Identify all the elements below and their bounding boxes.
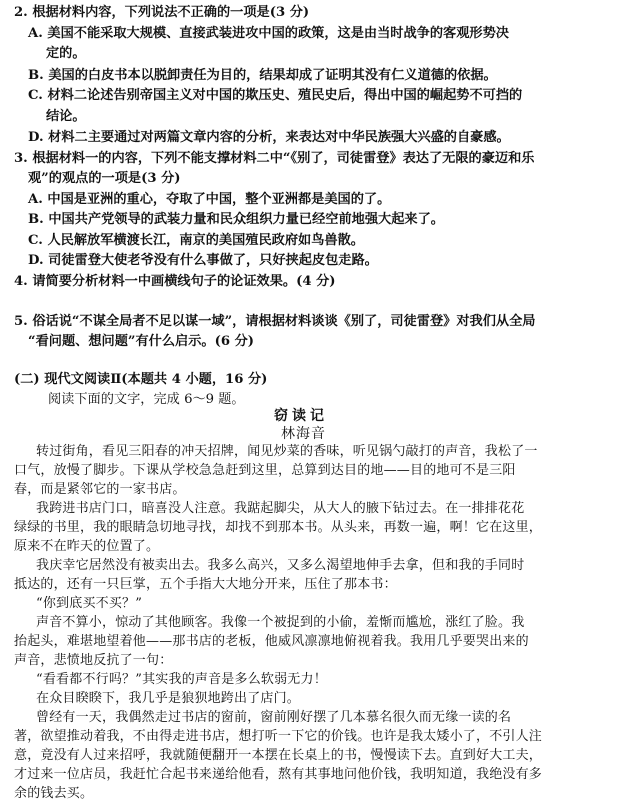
passage-line: “看看都不行吗？”其实我的声音是多么软弱无力！: [36, 672, 327, 687]
passage-line: 我跨进书店门口，暗喜没人注意。我踮起脚尖，从大人的腋下钻过去。在一排排花花: [36, 501, 525, 516]
passage-line: 抬起头，难堪地望着他——那书店的老板，他威风凛凛地俯视着我。我用几乎要哭出来的: [14, 634, 529, 649]
passage-line: 余的钱去买。: [14, 786, 94, 801]
question-2-option-a-cont: 定的。: [46, 46, 86, 61]
passage-line: 声音，悲愤地反抗了一句：: [14, 653, 173, 668]
question-2-stem: 2. 根据材料内容，下列说法不正确的一项是(3 分): [14, 5, 310, 20]
passage-line: 绿绿的书里，我的眼睛急切地寻找，却找不到那本书。从头来，再数一遍，啊！它在这里，: [14, 520, 543, 535]
question-4: 4. 请简要分析材料一中画横线句子的论证效果。(4 分): [14, 274, 336, 289]
passage-title: 窃读记: [274, 408, 328, 424]
passage-line: 转过街角，看见三阳春的冲天招牌，闻见炒菜的香味，听见锅勺敲打的声音，我松了一: [36, 444, 538, 459]
question-3-option-c: C. 人民解放军横渡长江，南京的美国殖民政府如鸟兽散。: [28, 233, 364, 248]
passage-line: 曾经有一天，我偶然走过书店的窗前，窗前刚好摆了几本慕名很久而无缘一读的名: [36, 710, 512, 725]
question-3-option-d: D. 司徒雷登大使老爷没有什么事做了，只好挟起皮包走路。: [28, 253, 378, 268]
passage-line: 著，欲望推动着我，不由得走进书店，想打听一下它的价钱。也许是我太矮小了，不引人注: [14, 729, 543, 744]
passage-line: 才过来一位店员，我赶忙合起书来递给他看，熬有其事地问他价钱，我明知道，我绝没有多: [14, 767, 543, 782]
question-3-stem-cont: 观”的观点的一项是(3 分): [28, 171, 181, 186]
passage-line: 抵达的，还有一只巨掌，五个手指大大地分开来，压住了那本书：: [14, 577, 397, 592]
passage-line: “你到底买不买？”: [36, 596, 143, 611]
question-2-option-c: C. 材料二论述告别帝国主义对中国的欺压史、殖民史后，得出中国的崛起势不可挡的: [28, 88, 523, 103]
passage-line: 声音不算小，惊动了其他顾客。我像一个被捉到的小偷，羞惭而尴尬，涨红了脸。我: [36, 615, 525, 630]
question-2-option-b: B. 美国的白皮书本以脱卸责任为目的，结果却成了证明其没有仁义道德的依据。: [28, 68, 497, 83]
section-header: (二) 现代文阅读Ⅱ(本题共 4 小题，16 分): [14, 372, 268, 387]
passage-line: 我庆幸它居然没有被卖出去。我多么高兴，又多么渴望地伸手去拿，但和我的手同时: [36, 558, 525, 573]
question-3-option-a: A. 中国是亚洲的重心，夺取了中国，整个亚洲都是美国的了。: [28, 192, 391, 207]
question-2-option-d: D. 材料二主要通过对两篇文章内容的分析，来表达对中华民族强大兴盛的自豪感。: [28, 130, 510, 145]
passage-line: 意，竟没有人过来招呼，我就随便翻开一本摆在长桌上的书，慢慢读下去。直到好大工夫，: [14, 748, 543, 763]
passage-author: 林海音: [281, 426, 326, 442]
passage-line: 原来不在昨天的位置了。: [14, 539, 160, 554]
passage-line: 在众目睽睽下，我几乎是狼狈地跨出了店门。: [36, 691, 301, 706]
question-3-option-b: B. 中国共产党领导的武装力量和民众组织力量已经空前地强大起来了。: [28, 212, 444, 227]
question-2-option-c-cont: 结论。: [46, 109, 86, 124]
question-3-stem: 3. 根据材料一的内容，下列不能支撑材料二中“《别了，司徒雷登》表达了无限的豪迈和乐: [14, 151, 535, 166]
passage-line: 口气，放慢了脚步。下课从学校急急赶到这里，总算到达目的地——目的地可不是三阳: [14, 463, 516, 478]
section-instruction: 阅读下面的文字，完成 6～9 题。: [48, 392, 245, 407]
question-5-stem-cont: “看问题、想问题”有什么启示。(6 分): [28, 334, 255, 349]
question-2-option-a: A. 美国不能采取大规模、直接武装进攻中国的政策，这是由当时战争的客观形势决: [28, 26, 509, 41]
passage-line: 春，而是紧邻它的一家书店。: [14, 482, 186, 497]
question-5-stem: 5. 俗话说“不谋全局者不足以谋一域”，请根据材料谈谈《别了，司徒雷登》对我们从全局: [14, 314, 536, 329]
